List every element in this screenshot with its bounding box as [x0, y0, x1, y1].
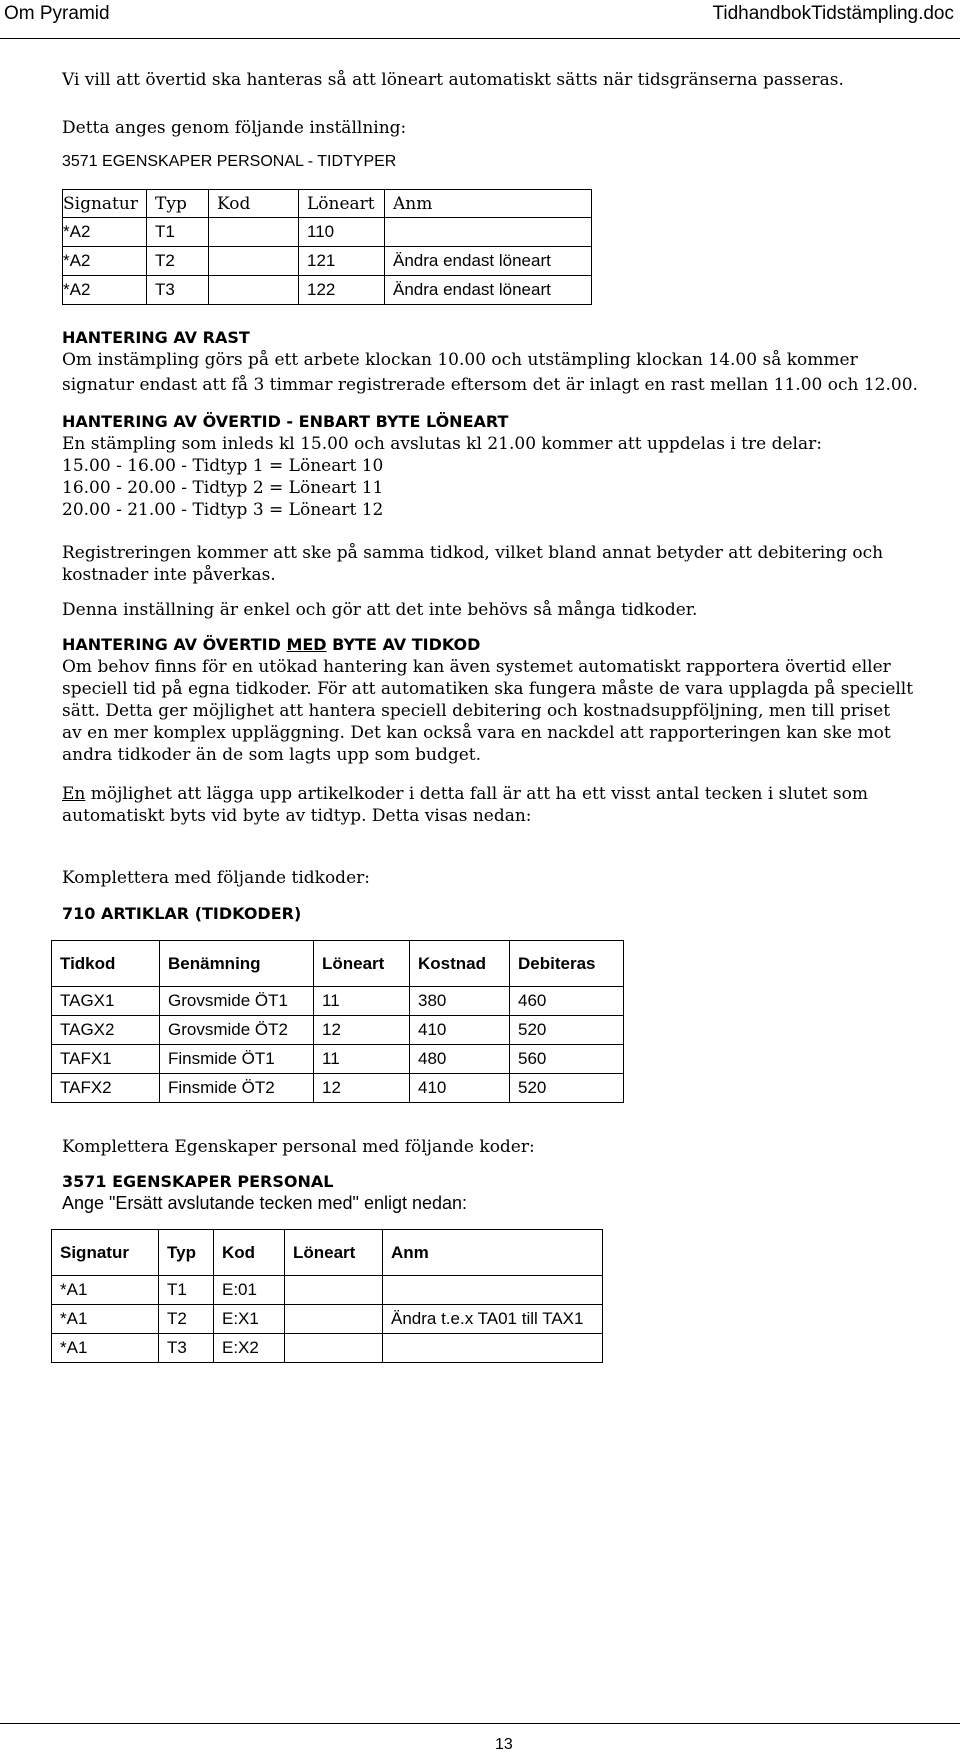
- cell: 12: [314, 1016, 410, 1045]
- title-part: BYTE AV TIDKOD: [326, 635, 481, 654]
- table-row: [63, 218, 592, 247]
- cell: Finsmide ÖT1: [160, 1045, 314, 1074]
- table-row: [63, 247, 592, 276]
- table-row: [52, 1305, 603, 1334]
- cell: T3: [147, 276, 209, 305]
- col-loneart: Löneart: [314, 941, 410, 987]
- cell: Finsmide ÖT2: [160, 1074, 314, 1103]
- cell: 410: [410, 1074, 510, 1103]
- col-kod: Kod: [209, 190, 299, 218]
- cell: 121: [299, 247, 385, 276]
- artikelkoder-line-2: automatiskt byts vid byte av tidtyp. Detta visas nedan:: [62, 806, 532, 826]
- page-header: [0, 0, 960, 39]
- table-row: [63, 276, 592, 305]
- registrering-line-2: kostnader inte påverkas.: [62, 565, 276, 585]
- col-tidkod: Tidkod: [52, 941, 160, 987]
- cell: 11: [314, 1045, 410, 1074]
- tidkod-line-5: andra tidkoder än de som lagts upp som budget.: [62, 745, 482, 765]
- cell: [285, 1276, 383, 1305]
- cell: *A1: [52, 1305, 159, 1334]
- table-row: [52, 1334, 603, 1363]
- cell: T1: [147, 218, 209, 247]
- header-filename: TidhandbokTidstämpling.doc: [712, 3, 954, 24]
- cell: [285, 1305, 383, 1334]
- cell: T3: [159, 1334, 214, 1363]
- enkel-installning: Denna inställning är enkel och gör att det inte behövs så många tidkoder.: [62, 600, 698, 620]
- overtid-line-3: 16.00 - 20.00 - Tidtyp 2 = Löneart 11: [62, 478, 384, 498]
- col-loneart: Löneart: [285, 1230, 383, 1276]
- footer-divider: [0, 1723, 960, 1724]
- rast-line-2: signatur endast att få 3 timmar registrerade eftersom det är inlagt en rast mellan 11.00 och 12.00.: [62, 375, 918, 395]
- table-header-row: [52, 941, 624, 987]
- tidkoder-intro: Komplettera med följande tidkoder:: [62, 868, 370, 888]
- cell: [385, 218, 592, 247]
- cell: TAGX1: [52, 987, 160, 1016]
- tidtyper-section-title: 3571 EGENSKAPER PERSONAL - TIDTYPER: [62, 153, 397, 170]
- cell: T2: [159, 1305, 214, 1334]
- title-med: MED: [286, 635, 327, 654]
- cell: [383, 1334, 603, 1363]
- overtid-tidkod-title: [62, 635, 480, 654]
- cell: *A2: [63, 247, 147, 276]
- col-typ: Typ: [147, 190, 209, 218]
- en-underlined: En: [62, 784, 86, 804]
- col-loneart: Löneart: [299, 190, 385, 218]
- table-row: [52, 1276, 603, 1305]
- tidtyper-table: [62, 189, 592, 305]
- table-row: [52, 1045, 624, 1074]
- cell: TAFX2: [52, 1074, 160, 1103]
- cell: T1: [159, 1276, 214, 1305]
- overtid-line-2: 15.00 - 16.00 - Tidtyp 1 = Löneart 10: [62, 456, 384, 476]
- cell: E:01: [214, 1276, 285, 1305]
- text-part: möjlighet att lägga upp artikelkoder i detta fall är att ha ett visst antal tecken i slutet som: [85, 784, 868, 804]
- intro-line-2: Detta anges genom följande inställning:: [62, 118, 407, 138]
- cell: Ändra endast löneart: [385, 276, 592, 305]
- cell: Grovsmide ÖT2: [160, 1016, 314, 1045]
- overtid-loneart-title: HANTERING AV ÖVERTID - ENBART BYTE LÖNEART: [62, 412, 509, 431]
- cell: TAGX2: [52, 1016, 160, 1045]
- table-row: [52, 987, 624, 1016]
- rast-line-1: Om instämpling görs på ett arbete klockan 10.00 och utstämpling klockan 14.00 så kommer: [62, 350, 858, 370]
- cell: 12: [314, 1074, 410, 1103]
- cell: 480: [410, 1045, 510, 1074]
- table-row: [52, 1074, 624, 1103]
- egenskaper-instruction: Ange "Ersätt avslutande tecken med" enligt nedan:: [62, 1193, 468, 1213]
- egenskaper-table: [51, 1229, 603, 1363]
- cell: 380: [410, 987, 510, 1016]
- cell: [383, 1276, 603, 1305]
- rast-title: HANTERING AV RAST: [62, 328, 250, 347]
- cell: TAFX1: [52, 1045, 160, 1074]
- cell: 110: [299, 218, 385, 247]
- col-kostnad: Kostnad: [410, 941, 510, 987]
- col-anm: Anm: [383, 1230, 603, 1276]
- cell: [209, 276, 299, 305]
- cell: Ändra t.e.x TA01 till TAX1: [383, 1305, 603, 1334]
- cell: 410: [410, 1016, 510, 1045]
- tidkod-line-2: speciell tid på egna tidkoder. För att automatiken ska fungera måste de vara upplagda på speciellt: [62, 679, 914, 699]
- col-signatur: Signatur: [63, 190, 147, 218]
- overtid-line-1: En stämpling som inleds kl 15.00 och avslutas kl 21.00 kommer att uppdelas i tre delar:: [62, 434, 822, 454]
- tidkod-line-4: av en mer komplex uppläggning. Det kan också vara en nackdel att rapporteringen kan ske mot: [62, 723, 891, 743]
- cell: 11: [314, 987, 410, 1016]
- cell: *A1: [52, 1334, 159, 1363]
- intro-line-1: Vi vill att övertid ska hanteras så att löneart automatiskt sätts när tidsgränserna passeras.: [62, 70, 844, 90]
- egenskaper-section-title: 3571 EGENSKAPER PERSONAL: [62, 1172, 334, 1191]
- cell: T2: [147, 247, 209, 276]
- col-benamning: Benämning: [160, 941, 314, 987]
- cell: E:X1: [214, 1305, 285, 1334]
- cell: [209, 218, 299, 247]
- title-part: HANTERING AV ÖVERTID: [62, 635, 287, 654]
- page-number: 13: [495, 1736, 513, 1753]
- col-debiteras: Debiteras: [510, 941, 624, 987]
- tidkod-line-3: sätt. Detta ger möjlighet att hantera speciell debitering och kostnadsuppföljning, men till priset: [62, 701, 891, 721]
- egenskaper-intro: Komplettera Egenskaper personal med följande koder:: [62, 1137, 535, 1157]
- cell: *A1: [52, 1276, 159, 1305]
- cell: E:X2: [214, 1334, 285, 1363]
- col-signatur: Signatur: [52, 1230, 159, 1276]
- table-header-row: [63, 190, 592, 218]
- tidkod-line-1: Om behov finns för en utökad hantering kan även systemet automatiskt rapportera övertid eller: [62, 657, 891, 677]
- cell: Grovsmide ÖT1: [160, 987, 314, 1016]
- cell: 520: [510, 1074, 624, 1103]
- cell: 460: [510, 987, 624, 1016]
- table-row: [52, 1016, 624, 1045]
- cell: 122: [299, 276, 385, 305]
- cell: *A2: [63, 218, 147, 247]
- registrering-line-1: Registreringen kommer att ske på samma tidkod, vilket bland annat betyder att debitering och: [62, 543, 884, 563]
- cell: 560: [510, 1045, 624, 1074]
- tidkoder-table: [51, 940, 624, 1103]
- artiklar-section-title: 710 ARTIKLAR (TIDKODER): [62, 904, 302, 923]
- overtid-line-4: 20.00 - 21.00 - Tidtyp 3 = Löneart 12: [62, 500, 384, 520]
- col-kod: Kod: [214, 1230, 285, 1276]
- col-typ: Typ: [159, 1230, 214, 1276]
- cell: [285, 1334, 383, 1363]
- header-title: Om Pyramid: [4, 3, 110, 24]
- cell: 520: [510, 1016, 624, 1045]
- artikelkoder-line-1: [62, 784, 868, 804]
- col-anm: Anm: [385, 190, 592, 218]
- cell: [209, 247, 299, 276]
- cell: *A2: [63, 276, 147, 305]
- cell: Ändra endast löneart: [385, 247, 592, 276]
- table-header-row: [52, 1230, 603, 1276]
